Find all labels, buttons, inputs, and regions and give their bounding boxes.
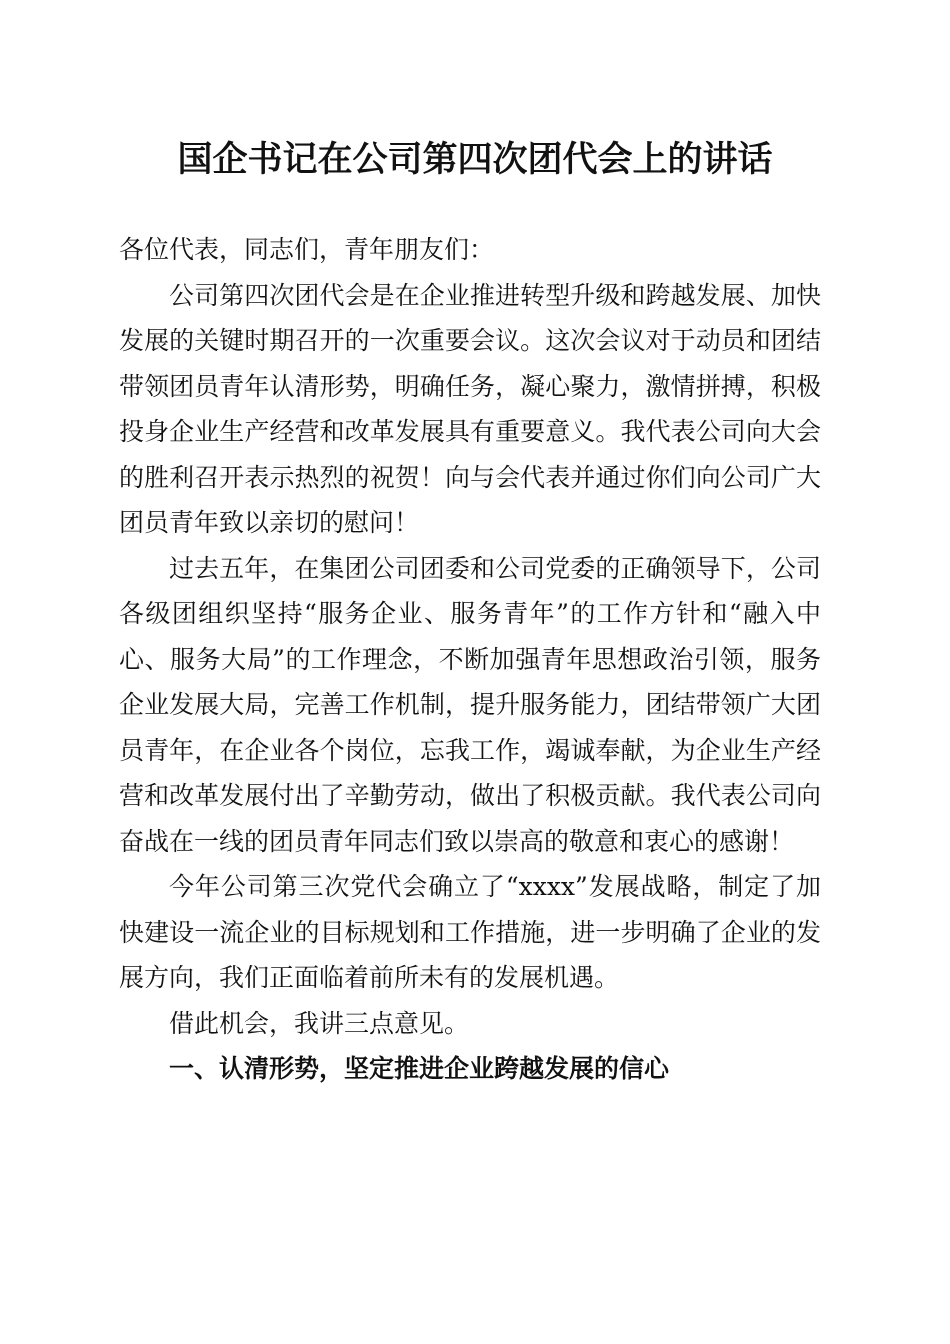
section-heading: 一、认清形势，坚定推进企业跨越发展的信心 bbox=[169, 1054, 670, 1083]
paragraph-three-points: 借此机会，我讲三点意见。 bbox=[169, 1008, 470, 1038]
paragraph-strategy: 今年公司第三次党代会确立了“xxxx”发展战略，制定了加快建设一流企业的目标规划和工作措施，进一步明确了企业的发展方向，我们正面临着前所未有的发展机遇。 bbox=[119, 872, 821, 992]
paragraph-past-five-years: 过去五年，在集团公司团委和公司党委的正确领导下，公司各级团组织坚持“服务企业、服务青年”的工作方针和“融入中心、服务大局”的工作理念，不断加强青年思想政治引领，服务企业发展大局，完善工作机制，提升服务能力，团结带领广大团员青年，在企业各个岗位，忘我工作，竭诚奉献，为企业生产经营和改革发展付出了辛勤劳动，做出了积极贡献。我代表公司向奋战在一线的团员青年同志们致以崇高的敬意和衷心的感谢！ bbox=[119, 553, 821, 856]
document-body bbox=[119, 227, 821, 1092]
document-title: 国企书记在公司第四次团代会上的讲话 bbox=[177, 139, 773, 180]
salutation: 各位代表，同志们，青年朋友们： bbox=[119, 235, 495, 264]
paragraph-opening: 公司第四次团代会是在企业推进转型升级和跨越发展、加快发展的关键时期召开的一次重要会议。这次会议对于动员和团结带领团员青年认清形势，明确任务，凝心聚力，激情拼搏，积极投身企业生产经营和改革发展具有重要意义。我代表公司向大会的胜利召开表示热烈的祝贺！向与会代表并通过你们向公司广大团员青年致以亲切的慰问！ bbox=[119, 280, 821, 537]
